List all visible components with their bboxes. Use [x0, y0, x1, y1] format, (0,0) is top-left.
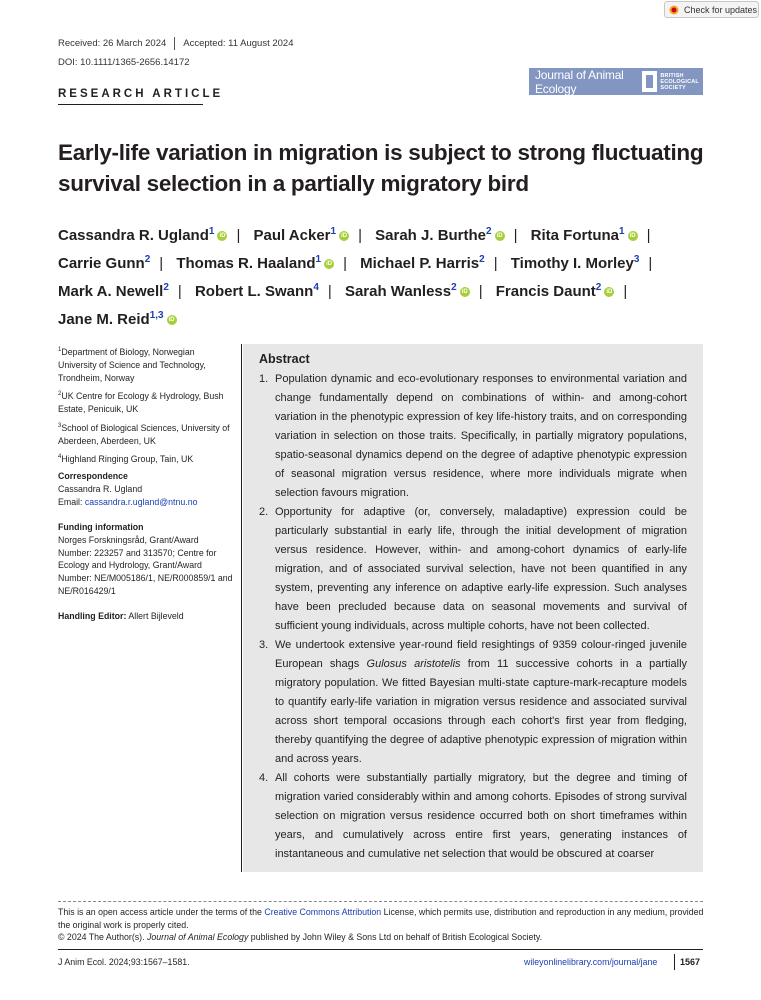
journal-logo	[529, 68, 703, 95]
author[interactable]	[195, 283, 319, 300]
author-name: Rita Fortuna	[530, 227, 620, 244]
author[interactable]	[176, 255, 334, 272]
society-mark-icon	[642, 71, 657, 92]
society-logo-line: SOCIETY	[660, 84, 686, 91]
received-date: Received: 26 March 2024	[58, 38, 167, 49]
author-affiliation-ref[interactable]: 2	[595, 282, 602, 293]
author[interactable]	[254, 227, 350, 244]
author[interactable]	[375, 227, 504, 244]
author-affiliation-ref[interactable]: 1	[619, 226, 625, 237]
author[interactable]	[496, 283, 615, 300]
author-separator: |	[236, 227, 241, 244]
handling-editor-heading: Handling Editor:	[58, 611, 127, 621]
license-note: This is an open access article under the terms of the Creative Commons Attribution License, which permits use, distribution and reproduction in any medium, provided the original work is properly cited. © 2024 The Author(s). Journal of Animal Ecology published by John Wiley & Sons Ltd on behalf of British Ecological Society.	[58, 907, 704, 942]
author-separator: |	[159, 255, 164, 272]
author-separator: |	[478, 283, 483, 300]
author-affiliation-ref[interactable]: 1	[208, 226, 215, 237]
species-name: Gulosus aristotelis	[366, 658, 461, 670]
article-dates	[58, 37, 293, 50]
orcid-icon[interactable]: iD	[219, 233, 226, 240]
abstract-item: 2. Opportunity for adaptive (or, conversely, maladaptive) expression could be particularly substantial in early life, through the initial development of migration versus residence. However, within- and among-cohort dynamics of early-life migration, and of associated survival selection, have not been quantified in any system, preventing any inference on adaptive early-life expression. Such analyses have been precluded because data on seasonal movements and survival of sufficient young individuals, across multiple cohorts, have not been collected.	[259, 506, 687, 632]
orcid-icon[interactable]: iD	[629, 233, 636, 240]
author-separator: |	[343, 255, 347, 272]
society-logo-line: BRITISH	[660, 72, 684, 79]
journal-name: Journal of Animal Ecology	[535, 67, 624, 96]
author[interactable]	[345, 283, 470, 300]
abstract-item: 4. All cohorts were substantially partially migratory, but the degree and timing of migration varied considerably within and among cohorts. Episodes of strong survival selection on migration versus residence occurred both on short timeframes within years, and cumulatively across entire first years, generating instances of instantaneous and cumulative net selection that would be obscured at coarser	[259, 772, 687, 860]
orcid-icon[interactable]: iD	[168, 317, 175, 324]
author-name: Robert L. Swann	[194, 283, 314, 300]
author[interactable]	[58, 311, 177, 328]
check-for-updates-button[interactable]	[664, 1, 759, 18]
affiliation: $^4$Highland Ringing Group, Tain, UK	[58, 454, 194, 465]
author-list	[58, 220, 718, 332]
author-name: Francis Daunt	[495, 283, 596, 300]
affiliation: $^1$Department of Biology, Norwegian University of Science and Technology, Trondheim, Norway	[58, 346, 206, 383]
orcid-icon[interactable]: iD	[461, 289, 468, 296]
author-separator: |	[493, 255, 498, 272]
affiliations	[58, 344, 233, 466]
author-name: Sarah J. Burthe	[375, 227, 487, 244]
author-affiliation-ref[interactable]: 2	[163, 282, 169, 293]
author[interactable]	[58, 255, 150, 272]
society-logo	[642, 71, 699, 92]
correspondence-name: Cassandra R. Ugland	[58, 483, 143, 494]
orcid-icon[interactable]: iD	[606, 289, 613, 296]
date-divider	[174, 37, 175, 50]
handling-editor-name: Allert Bijleveld	[128, 611, 184, 621]
correspondence-heading: Correspondence	[58, 471, 128, 481]
article-type-underline	[58, 104, 203, 105]
society-logo-line: ECOLOGICAL	[660, 78, 699, 85]
accepted-date: Accepted: 11 August 2024	[183, 38, 294, 49]
author-separator: |	[358, 227, 362, 244]
author-name: Timothy I. Morley	[510, 255, 634, 272]
author-separator: |	[327, 283, 332, 300]
funding-text: Norges Forskningsråd, Grant/Award Number: 223257 and 313570; Centre for Ecology and Hydrology, Grant/Award Number: NE/M005186/1, NE/R000859/1 and NE/R016429/1	[58, 534, 233, 596]
author-affiliation-ref[interactable]: 1	[315, 254, 322, 265]
author-name: Jane M. Reid	[58, 311, 150, 328]
page-number-divider	[674, 954, 675, 970]
doi[interactable]: DOI: 10.1111/1365-2656.14172	[58, 57, 190, 68]
orcid-icon[interactable]: iD	[496, 233, 503, 240]
author[interactable]	[58, 227, 227, 244]
handling-editor	[58, 610, 233, 623]
author[interactable]	[360, 255, 485, 272]
orcid-icon[interactable]: iD	[341, 233, 348, 240]
affiliation: $^2$UK Centre for Ecology & Hydrology, Bush Estate, Penicuik, UK	[58, 391, 224, 415]
author-affiliation-ref[interactable]: 2	[451, 282, 457, 293]
journal-url-link[interactable]: wileyonlinelibrary.com/journal/jane	[524, 957, 658, 967]
author[interactable]	[58, 283, 169, 300]
abstract-item: 1. Population dynamic and eco-evolutionary responses to environmental variation and change fundamentally depend on combinations of within- and among-cohort variation in the phenotypic expression of key life-history traits, and on corresponding variation in selection on those traits. Specifically, in partially migratory populations, spatio-seasonal dynamics depend on the degree of adaptive phenotypic expression of seasonal migration versus residence, where more individuals migrate when selection favours migration.	[259, 373, 687, 499]
author-name: Carrie Gunn	[58, 255, 145, 272]
author-separator: |	[648, 255, 653, 272]
author-name: Cassandra R. Ugland	[58, 227, 209, 244]
correspondence	[58, 470, 233, 508]
author-affiliation-ref[interactable]: 1	[330, 226, 337, 237]
author-separator: |	[623, 283, 628, 300]
page-number: 1567	[680, 957, 701, 967]
author[interactable]	[511, 255, 640, 272]
citation: J Anim Ecol. 2024;93:1567–1581.	[58, 957, 190, 967]
author-name: Thomas R. Haaland	[176, 255, 316, 272]
abstract-list	[259, 370, 687, 864]
abstract-rule	[241, 344, 242, 872]
footnote-divider	[58, 901, 703, 902]
author-affiliation-ref[interactable]: 2	[479, 254, 485, 265]
author-name: Mark A. Newell	[58, 283, 164, 300]
author-name: Paul Acker	[253, 227, 331, 244]
author[interactable]	[531, 227, 638, 244]
author-name: Michael P. Harris	[360, 255, 480, 272]
author-separator: |	[513, 227, 518, 244]
abstract-heading: Abstract	[259, 352, 310, 366]
author-affiliation-ref[interactable]: 2	[486, 226, 492, 237]
author-name: Sarah Wanless	[344, 283, 452, 300]
article-type: RESEARCH ARTICLE	[58, 88, 224, 100]
affiliation: $^3$School of Biological Sciences, University of Aberdeen, Aberdeen, UK	[58, 422, 230, 446]
funding-heading: Funding information	[58, 522, 144, 532]
check-updates-label: Check for updates	[684, 4, 758, 15]
check-updates-icon	[669, 5, 679, 15]
abstract-item: 3. We undertook extensive year-round field resightings of 9359 colour-ringed juvenile European shags Gulosus aristotelis from 11 successive cohorts in a partially migratory population. We fitted Bayesian multi-state capture-mark-recapture models to quantify early-life variation in migration versus residence and associated survival across short temporal occasions through each cohort's first year from fledging, thereby quantifying the degree of adaptive phenotypic expression of migration within and across years.	[259, 639, 688, 765]
author-affiliation-ref[interactable]: 1,3	[149, 310, 164, 321]
orcid-icon[interactable]: iD	[326, 261, 333, 268]
author-separator: |	[177, 283, 182, 300]
author-affiliation-ref[interactable]: 4	[313, 282, 319, 293]
author-affiliation-ref[interactable]: 3	[633, 254, 640, 265]
article-title: Early-life variation in migration is subject to strong fluctuating survival selection in a partially migratory bird	[58, 140, 704, 196]
funding-information	[58, 521, 233, 598]
license-link[interactable]: Creative Commons Attribution	[264, 907, 382, 917]
email-label: Email:	[58, 496, 85, 507]
footer-rule	[58, 949, 703, 950]
email-link[interactable]: cassandra.r.ugland@ntnu.no	[84, 496, 198, 507]
author-separator: |	[646, 227, 651, 244]
author-affiliation-ref[interactable]: 2	[144, 254, 151, 265]
